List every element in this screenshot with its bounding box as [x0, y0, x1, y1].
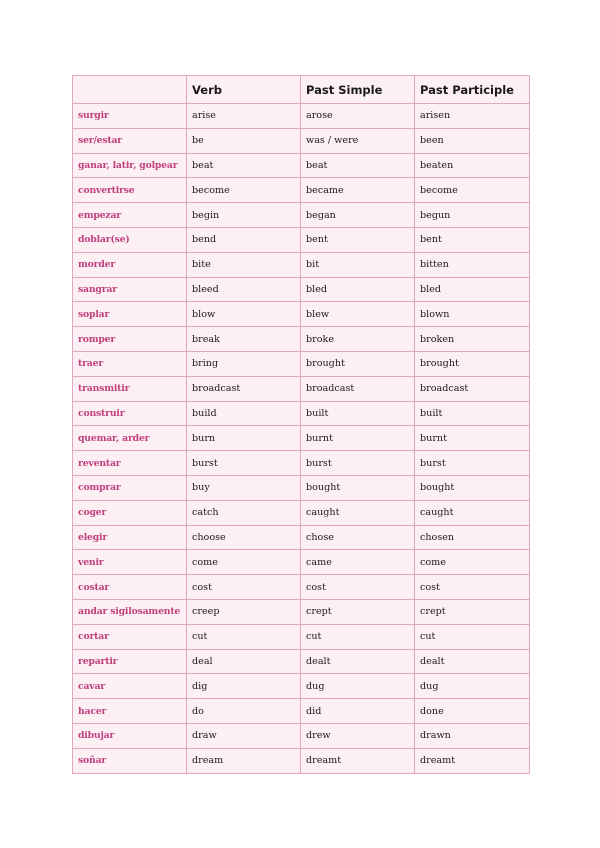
past-simple-cell: arose: [301, 104, 415, 129]
header-spanish: [73, 76, 187, 104]
spanish-cell: doblar(se): [73, 227, 187, 252]
past-participle-cell: burst: [415, 451, 530, 476]
verb-cell: catch: [187, 500, 301, 525]
table-row: [73, 599, 530, 624]
past-simple-cell: chose: [301, 525, 415, 550]
verb-cell: become: [187, 178, 301, 203]
past-participle-cell: cut: [415, 624, 530, 649]
spanish-cell: cavar: [73, 674, 187, 699]
verb-cell: beat: [187, 153, 301, 178]
verb-cell: break: [187, 327, 301, 352]
past-participle-cell: dug: [415, 674, 530, 699]
spanish-cell: transmitir: [73, 376, 187, 401]
table-row: [73, 277, 530, 302]
verb-cell: cut: [187, 624, 301, 649]
table-row: [73, 699, 530, 724]
spanish-cell: cortar: [73, 624, 187, 649]
spanish-cell: construir: [73, 401, 187, 426]
spanish-cell: repartir: [73, 649, 187, 674]
spanish-cell: empezar: [73, 203, 187, 228]
past-participle-cell: crept: [415, 599, 530, 624]
past-participle-cell: dealt: [415, 649, 530, 674]
past-simple-cell: became: [301, 178, 415, 203]
table-row: [73, 178, 530, 203]
past-participle-cell: chosen: [415, 525, 530, 550]
table-row: [73, 227, 530, 252]
past-simple-cell: brought: [301, 351, 415, 376]
past-simple-cell: burst: [301, 451, 415, 476]
spanish-cell: sangrar: [73, 277, 187, 302]
spanish-cell: costar: [73, 575, 187, 600]
past-simple-cell: did: [301, 699, 415, 724]
table-row: [73, 376, 530, 401]
verb-cell: deal: [187, 649, 301, 674]
past-participle-cell: blown: [415, 302, 530, 327]
past-participle-cell: arisen: [415, 104, 530, 129]
past-participle-cell: come: [415, 550, 530, 575]
header-past-simple: Past Simple: [301, 76, 415, 104]
past-participle-cell: bled: [415, 277, 530, 302]
past-participle-cell: brought: [415, 351, 530, 376]
past-participle-cell: beaten: [415, 153, 530, 178]
verb-cell: arise: [187, 104, 301, 129]
spanish-cell: comprar: [73, 475, 187, 500]
table-row: [73, 748, 530, 773]
table-row: [73, 153, 530, 178]
verb-cell: draw: [187, 723, 301, 748]
past-simple-cell: dealt: [301, 649, 415, 674]
table-row: [73, 327, 530, 352]
table-row: [73, 203, 530, 228]
table-row: [73, 302, 530, 327]
verb-cell: cost: [187, 575, 301, 600]
past-simple-cell: bled: [301, 277, 415, 302]
spanish-cell: soñar: [73, 748, 187, 773]
header-row: [73, 76, 530, 104]
spanish-cell: surgir: [73, 104, 187, 129]
verb-cell: build: [187, 401, 301, 426]
verb-cell: burn: [187, 426, 301, 451]
past-participle-cell: broken: [415, 327, 530, 352]
past-simple-cell: drew: [301, 723, 415, 748]
past-participle-cell: become: [415, 178, 530, 203]
irregular-verbs-table: [72, 75, 530, 774]
spanish-cell: convertirse: [73, 178, 187, 203]
spanish-cell: morder: [73, 252, 187, 277]
table-row: [73, 128, 530, 153]
spanish-cell: reventar: [73, 451, 187, 476]
spanish-cell: elegir: [73, 525, 187, 550]
verb-cell: do: [187, 699, 301, 724]
table-row: [73, 575, 530, 600]
spanish-cell: quemar, arder: [73, 426, 187, 451]
past-simple-cell: broke: [301, 327, 415, 352]
table-row: [73, 550, 530, 575]
verb-cell: come: [187, 550, 301, 575]
verb-cell: bend: [187, 227, 301, 252]
past-participle-cell: been: [415, 128, 530, 153]
past-participle-cell: dreamt: [415, 748, 530, 773]
verb-cell: burst: [187, 451, 301, 476]
past-participle-cell: cost: [415, 575, 530, 600]
past-participle-cell: bent: [415, 227, 530, 252]
verb-cell: dream: [187, 748, 301, 773]
table-row: [73, 351, 530, 376]
past-simple-cell: dreamt: [301, 748, 415, 773]
past-simple-cell: blew: [301, 302, 415, 327]
verb-cell: bring: [187, 351, 301, 376]
spanish-cell: traer: [73, 351, 187, 376]
table-row: [73, 104, 530, 129]
past-participle-cell: done: [415, 699, 530, 724]
verb-cell: blow: [187, 302, 301, 327]
table-row: [73, 624, 530, 649]
past-participle-cell: bitten: [415, 252, 530, 277]
past-simple-cell: bought: [301, 475, 415, 500]
spanish-cell: soplar: [73, 302, 187, 327]
spanish-cell: ser/estar: [73, 128, 187, 153]
table-row: [73, 723, 530, 748]
past-participle-cell: begun: [415, 203, 530, 228]
past-simple-cell: cost: [301, 575, 415, 600]
spanish-cell: ganar, latir, golpear: [73, 153, 187, 178]
past-participle-cell: built: [415, 401, 530, 426]
table-row: [73, 649, 530, 674]
past-simple-cell: came: [301, 550, 415, 575]
past-simple-cell: was / were: [301, 128, 415, 153]
past-simple-cell: beat: [301, 153, 415, 178]
verb-cell: broadcast: [187, 376, 301, 401]
table-row: [73, 674, 530, 699]
header-past-participle: Past Participle: [415, 76, 530, 104]
past-simple-cell: bent: [301, 227, 415, 252]
past-simple-cell: burnt: [301, 426, 415, 451]
verb-cell: bleed: [187, 277, 301, 302]
table-row: [73, 252, 530, 277]
verb-cell: creep: [187, 599, 301, 624]
verb-cell: be: [187, 128, 301, 153]
spanish-cell: venir: [73, 550, 187, 575]
verb-cell: dig: [187, 674, 301, 699]
past-simple-cell: dug: [301, 674, 415, 699]
past-simple-cell: began: [301, 203, 415, 228]
past-participle-cell: drawn: [415, 723, 530, 748]
past-simple-cell: built: [301, 401, 415, 426]
past-simple-cell: caught: [301, 500, 415, 525]
table-row: [73, 426, 530, 451]
table-row: [73, 525, 530, 550]
table-header: [73, 76, 530, 104]
table-row: [73, 475, 530, 500]
past-simple-cell: crept: [301, 599, 415, 624]
table-row: [73, 500, 530, 525]
past-participle-cell: broadcast: [415, 376, 530, 401]
header-verb: Verb: [187, 76, 301, 104]
past-simple-cell: bit: [301, 252, 415, 277]
spanish-cell: dibujar: [73, 723, 187, 748]
past-participle-cell: burnt: [415, 426, 530, 451]
past-simple-cell: cut: [301, 624, 415, 649]
spanish-cell: hacer: [73, 699, 187, 724]
verb-cell: begin: [187, 203, 301, 228]
table-row: [73, 451, 530, 476]
past-participle-cell: caught: [415, 500, 530, 525]
verb-cell: bite: [187, 252, 301, 277]
past-simple-cell: broadcast: [301, 376, 415, 401]
spanish-cell: coger: [73, 500, 187, 525]
past-participle-cell: bought: [415, 475, 530, 500]
spanish-cell: andar sigilosamente: [73, 599, 187, 624]
table-body: [73, 104, 530, 774]
spanish-cell: romper: [73, 327, 187, 352]
verb-cell: choose: [187, 525, 301, 550]
verb-cell: buy: [187, 475, 301, 500]
table-row: [73, 401, 530, 426]
